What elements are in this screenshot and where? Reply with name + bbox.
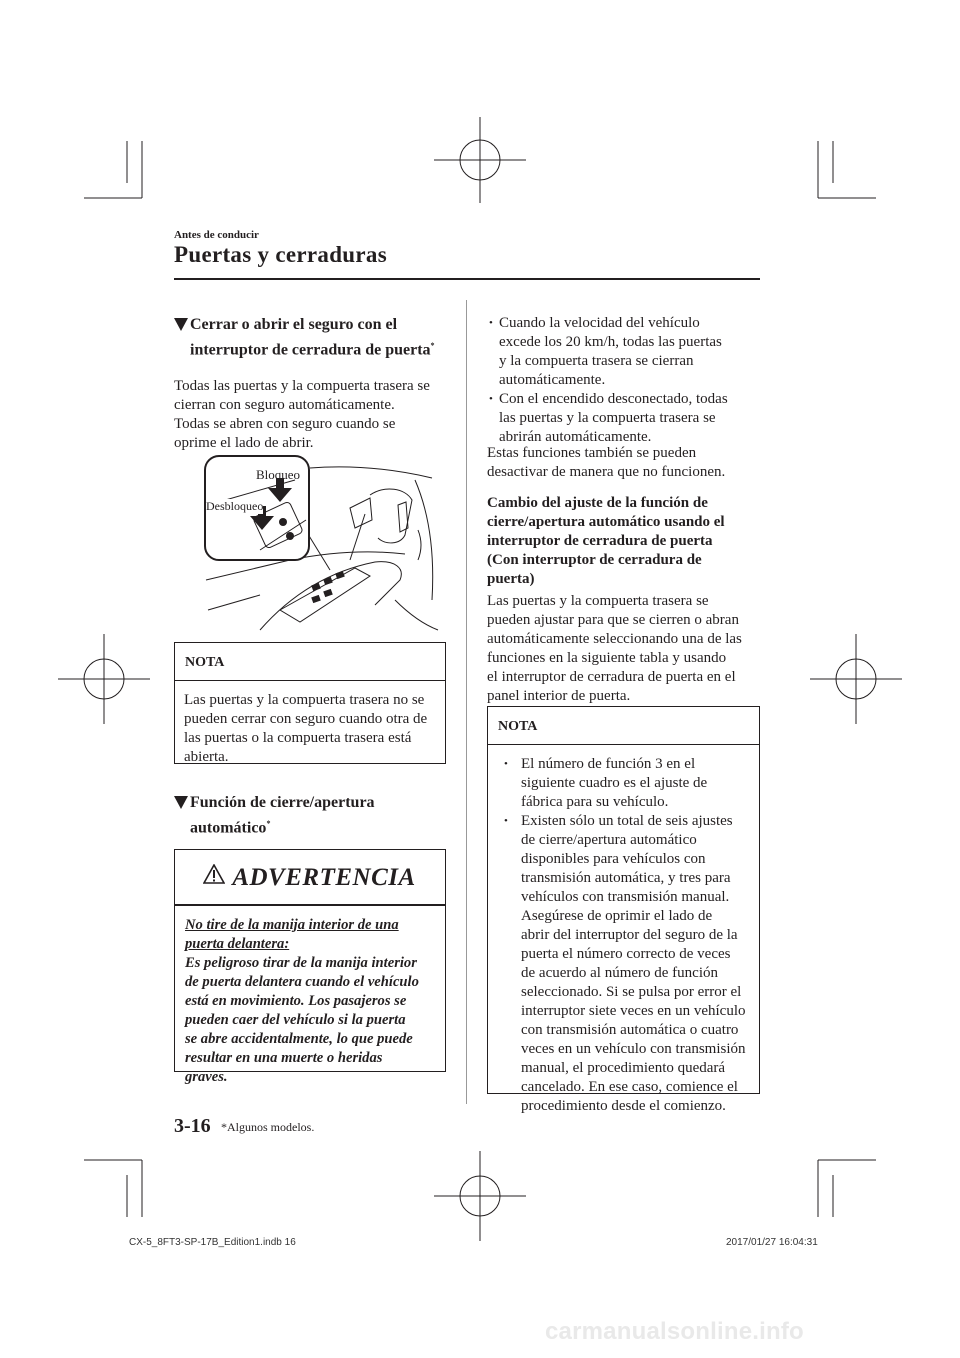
asterisk-mark: * xyxy=(266,819,271,828)
heading-auto-lock xyxy=(174,792,444,838)
text-line: las puertas y la compuerta trasera se xyxy=(499,410,716,426)
text-line: de puerta delantera cuando el vehículo xyxy=(185,974,419,990)
section-label: Antes de conducir xyxy=(174,229,259,241)
text-line: manual, el procedimiento quedará xyxy=(521,1060,726,1076)
note-title: NOTA xyxy=(175,643,445,681)
heading-text: Cerrar o abrir el seguro con el interruptor de cerradura de puerta xyxy=(190,316,431,359)
text-line: abierta. xyxy=(184,749,229,765)
text-line: fábrica para su vehículo. xyxy=(521,794,669,810)
text-line: pueden caer del vehículo si la puerta xyxy=(185,1012,406,1028)
note-box xyxy=(174,642,446,764)
watermark: carmanualsonline.info xyxy=(545,1318,804,1345)
print-date-label: 2017/01/27 16:04:31 xyxy=(726,1237,818,1248)
warning-title: ADVERTENCIA xyxy=(232,864,416,891)
note-body xyxy=(488,745,759,1116)
text-line: transmisión automática, y tres para xyxy=(521,870,731,886)
text-line: seleccionado. Si se pulsa por error el xyxy=(521,984,742,1000)
list-item xyxy=(487,390,767,447)
page-title: Puertas y cerraduras xyxy=(174,242,387,267)
triangle-bullet-icon xyxy=(174,318,188,331)
text-line: veces en un vehículo con transmisión xyxy=(521,1041,746,1057)
text-line: resultar en una muerte o heridas xyxy=(185,1050,383,1066)
text-line: cierran con seguro automáticamente. xyxy=(174,397,395,413)
note-title: NOTA xyxy=(488,707,759,745)
print-file-label: CX-5_8FT3-SP-17B_Edition1.indb 16 xyxy=(129,1237,296,1248)
text-line: interruptor de cerradura de puerta xyxy=(487,533,713,549)
text-line: Es peligroso tirar de la manija interior xyxy=(185,955,417,971)
text-line: con transmisión automática o cuatro xyxy=(521,1022,739,1038)
footnote: *Algunos modelos. xyxy=(221,1120,315,1134)
text-line: procedimiento desde el comienzo. xyxy=(521,1098,726,1114)
text-line: y la compuerta trasera se cierran xyxy=(499,353,694,369)
text-line: Asegúrese de oprimir el lado de xyxy=(521,908,713,924)
list-item xyxy=(487,314,767,390)
triangle-bullet-icon xyxy=(174,796,188,809)
text-line: • Cuando la velocidad del vehículo xyxy=(499,315,700,331)
paragraph-adjust xyxy=(487,592,767,706)
text-line: de acuerdo al número de función xyxy=(521,965,718,981)
label-lock: Bloqueo xyxy=(256,467,301,482)
text-line: las puertas o la compuerta trasera está xyxy=(184,730,412,746)
text-line: funciones en la siguiente tabla y usando xyxy=(487,650,727,666)
page-number: 3-16 xyxy=(174,1115,211,1137)
text-line: • El número de función 3 en el xyxy=(521,756,696,772)
paragraph-deactivate xyxy=(487,444,767,482)
text-line: Las puertas y la compuerta trasera se xyxy=(487,593,709,609)
text-line: puerta delantera: xyxy=(185,936,290,952)
text-line: • Con el encendido desconectado, todas xyxy=(499,391,728,407)
text-line: vehículos con transmisión manual. xyxy=(521,889,730,905)
text-line: siguiente cuadro es el ajuste de xyxy=(521,775,708,791)
warning-body xyxy=(175,906,445,1087)
text-line: abrir del interruptor del seguro de la xyxy=(521,927,738,943)
list-item xyxy=(497,812,749,1116)
text-line: Cambio del ajuste de la función de xyxy=(487,495,708,511)
note-box xyxy=(487,706,760,1114)
text-line: interruptor siete veces en un vehículo xyxy=(521,1003,746,1019)
subheading-settings xyxy=(487,494,767,589)
text-line: panel interior de puerta. xyxy=(487,688,631,704)
text-line: graves. xyxy=(185,1069,228,1085)
paragraph-lock-all xyxy=(174,377,454,453)
heading-text: Función de cierre/apertura automático xyxy=(190,794,375,837)
text-line: desactivar de manera que no funcionen. xyxy=(487,464,726,480)
text-line: pueden cerrar con seguro cuando otra de xyxy=(184,711,428,727)
text-line: automáticamente. xyxy=(499,372,606,388)
asterisk-mark: * xyxy=(430,341,435,350)
text-line: (Con interruptor de cerradura de xyxy=(487,552,702,568)
text-line: Todas se abren con seguro cuando se xyxy=(174,416,396,432)
warning-triangle-icon xyxy=(203,864,225,884)
text-line: oprime el lado de abrir. xyxy=(174,435,314,451)
text-line: puerta) xyxy=(487,571,535,587)
label-unlock: Desbloqueo xyxy=(206,499,264,513)
door-lock-switch-figure xyxy=(200,450,440,635)
text-line: Todas las puertas y la compuerta trasera se xyxy=(174,378,430,394)
warning-box xyxy=(174,849,446,1085)
column-divider xyxy=(466,300,467,1104)
heading-door-lock-switch xyxy=(174,314,444,360)
text-line: el interruptor de cerradura de puerta en el xyxy=(487,669,736,685)
text-line: • Existen sólo un total de seis ajustes xyxy=(521,813,733,829)
list-item xyxy=(497,755,749,812)
text-line: cierre/apertura automático usando el xyxy=(487,514,725,530)
note-body xyxy=(175,681,445,767)
warning-header xyxy=(175,850,445,906)
text-line: excede los 20 km/h, todas las puertas xyxy=(499,334,722,350)
text-line: se abre accidentalmente, lo que puede xyxy=(185,1031,413,1047)
text-line: automáticamente seleccionando una de las xyxy=(487,631,742,647)
text-line: de cierre/apertura automático xyxy=(521,832,697,848)
text-line: está en movimiento. Los pasajeros se xyxy=(185,993,407,1009)
bullet-list xyxy=(487,314,767,447)
text-line: Estas funciones también se pueden xyxy=(487,445,697,461)
text-line: No tire de la manija interior de una xyxy=(185,917,399,933)
title-rule xyxy=(174,278,760,280)
text-line: puerta el número correcto de veces xyxy=(521,946,731,962)
text-line: disponibles para vehículos con xyxy=(521,851,706,867)
text-line: cancelado. En ese caso, comience el xyxy=(521,1079,738,1095)
text-line: Las puertas y la compuerta trasera no se xyxy=(184,692,425,708)
text-line: abrirán automáticamente. xyxy=(499,429,652,445)
text-line: pueden ajustar para que se cierren o abran xyxy=(487,612,739,628)
